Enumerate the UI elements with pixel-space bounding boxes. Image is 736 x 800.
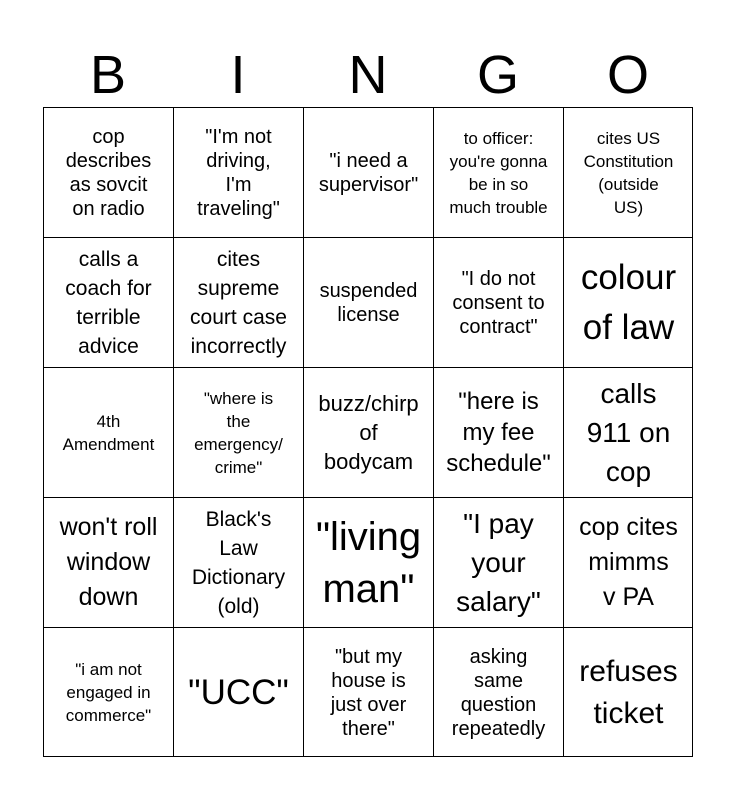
cell-text: "but my house is just over there" <box>330 645 407 740</box>
bingo-cell-i5[interactable] <box>173 627 303 757</box>
cell-text: suspended license <box>319 279 418 326</box>
cell-text: buzz/chirp of bodycam <box>318 391 419 474</box>
cell-text: cites supreme court case incorrectly <box>190 247 287 358</box>
bingo-cell-g3[interactable] <box>433 367 563 497</box>
bingo-cell-n5[interactable] <box>303 627 433 757</box>
header-letter-n: N <box>348 45 388 105</box>
cell-text: "I pay your salary" <box>456 508 541 617</box>
bingo-board <box>43 107 693 757</box>
bingo-cell-i1[interactable] <box>173 107 303 237</box>
cell-text: cites US Constitution (outside US) <box>583 128 674 217</box>
bingo-cell-o4[interactable] <box>563 497 693 627</box>
header-letter-o: O <box>606 45 649 105</box>
bingo-cell-b5[interactable] <box>43 627 173 757</box>
bingo-cell-o2[interactable] <box>563 237 693 367</box>
bingo-cell-n2[interactable] <box>303 237 433 367</box>
cell-text: cop describes as sovcit on radio <box>65 125 152 220</box>
bingo-cell-o3[interactable] <box>563 367 693 497</box>
bingo-cell-o5[interactable] <box>563 627 693 757</box>
cell-text: "I do not consent to contract" <box>452 267 545 338</box>
cell-text: "living man" <box>315 514 422 611</box>
cell-text: "where is the emergency/ crime" <box>194 388 283 477</box>
cell-text: "here is my fee schedule" <box>446 388 551 477</box>
cell-text: won't roll window down <box>59 513 158 611</box>
bingo-cell-b3[interactable] <box>43 367 173 497</box>
bingo-cell-g5[interactable] <box>433 627 563 757</box>
cell-text: to officer: you're gonna be in so much trouble <box>449 128 548 217</box>
bingo-cell-n3[interactable] <box>303 367 433 497</box>
bingo-header <box>43 42 693 108</box>
cell-text: "UCC" <box>188 672 289 712</box>
bingo-cell-i3[interactable] <box>173 367 303 497</box>
bingo-cell-g4[interactable] <box>433 497 563 627</box>
bingo-cell-b1[interactable] <box>43 107 173 237</box>
bingo-cell-b4[interactable] <box>43 497 173 627</box>
cell-text: refuses ticket <box>579 654 678 730</box>
header-letter-g: G <box>476 45 519 105</box>
cell-text: colour of law <box>580 257 677 347</box>
bingo-cell-g2[interactable] <box>433 237 563 367</box>
bingo-cell-n1[interactable] <box>303 107 433 237</box>
cell-text: 4th Amendment <box>62 411 155 454</box>
bingo-cell-b2[interactable] <box>43 237 173 367</box>
cell-text: "I'm not driving, I'm traveling" <box>197 125 280 220</box>
cell-text: cop cites mimms v PA <box>579 513 678 611</box>
cell-text: Black's Law Dictionary (old) <box>191 507 286 618</box>
cell-text: calls 911 on cop <box>586 378 671 487</box>
bingo-cell-o1[interactable] <box>563 107 693 237</box>
header-letter-b: B <box>89 45 127 105</box>
cell-text: calls a coach for terrible advice <box>65 247 152 358</box>
bingo-cell-n4[interactable] <box>303 497 433 627</box>
cell-text: asking same question repeatedly <box>451 645 546 740</box>
header-letter-i: I <box>230 45 246 105</box>
bingo-cell-i2[interactable] <box>173 237 303 367</box>
bingo-cell-i4[interactable] <box>173 497 303 627</box>
bingo-cell-g1[interactable] <box>433 107 563 237</box>
cell-text: "i need a supervisor" <box>318 149 419 196</box>
cell-text: "i am not engaged in commerce" <box>65 660 152 725</box>
